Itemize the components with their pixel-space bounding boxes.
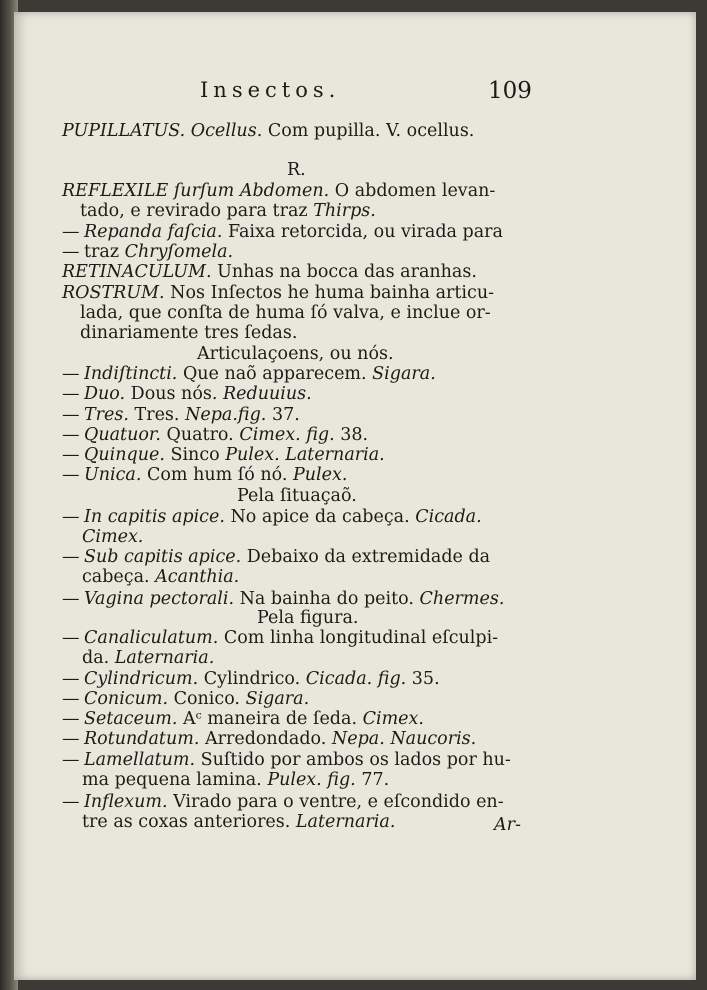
list-item-cont: cabeça. Acanthia. [82, 567, 240, 587]
list-item: — Indiſtincti. Que naõ apparecem. Sigara. [62, 364, 436, 384]
list-item: — Quinque. Sinco Pulex. Laternaria. [62, 445, 385, 465]
term: PUPILLATUS. Ocellus. [62, 121, 263, 141]
list-item: — Canaliculatum. Com linha longitudinal eſculpi- [62, 628, 499, 648]
list-item: — Duo. Dous nós. Reduuius. [62, 384, 312, 404]
list-item: — Cylindricum. Cylindrico. Cicada. fig. 35. [62, 669, 440, 689]
entry-rostrum-cont1: lada, que conſta de huma ſó valva, e inclue or- [80, 303, 491, 323]
list-item: — Rotundatum. Arredondado. Nepa. Naucoris. [62, 729, 477, 749]
catchword: Ar- [494, 815, 521, 835]
list-item: — Unica. Com hum ſó nó. Pulex. [62, 465, 348, 485]
list-item-cont: ma pequena lamina. Pulex. fig. 77. [82, 770, 390, 790]
entry-pupillatus [62, 121, 474, 141]
entry-rostrum-cont2: dinariamente tres ſedas. [80, 323, 298, 343]
list-item: — Vagina pectorali. Na bainha do peito. Chermes. [62, 589, 505, 609]
list-item-cont: da. Laternaria. [82, 648, 215, 668]
running-head: Insectos. [200, 78, 341, 102]
list-item: — Tres. Tres. Nepa.fig. 37. [62, 405, 300, 425]
list-item-cont: Cimex. [82, 527, 144, 547]
subheading-situacao: Pela ſituaçaõ. [237, 486, 357, 506]
subheading-figura: Pela figura. [257, 608, 359, 628]
definition: Com pupilla. V. ocellus. [267, 121, 475, 141]
page-number: 109 [488, 78, 532, 104]
entry-reflexile [62, 181, 495, 201]
list-item: — Setaceum. Aᶜ maneira de ſeda. Cimex. [62, 709, 424, 729]
list-item-cont: tre as coxas anteriores. Laternaria. [82, 812, 396, 832]
list-item: — Quatuor. Quatro. Cimex. fig. 38. [62, 425, 369, 445]
entry-rostrum: ROSTRUM. Nos Inſectos he huma bainha articu- [62, 283, 494, 303]
list-item: — Lamellatum. Suſtido por ambos os lados por hu- [62, 750, 511, 770]
list-item: — Conicum. Conico. Sigara. [62, 689, 310, 709]
entry-reflexile-cont: tado, e revirado para traz Thirps. [80, 201, 376, 221]
entry-retinaculum: RETINACULUM. Unhas na bocca das aranhas. [62, 262, 477, 282]
list-item: — In capitis apice. No apice da cabeça. Cicada. [62, 507, 482, 527]
term: REFLEXILE ſurſum Abdomen. [62, 181, 330, 201]
list-item: — Inflexum. Virado para o ventre, e eſcondido en- [62, 792, 504, 812]
definition: O abdomen levan- [334, 181, 496, 201]
section-letter: R. [287, 160, 306, 180]
dash-mark: — [62, 222, 80, 242]
entry-repanda-cont: — traz Chryſomela. [62, 242, 234, 262]
list-item: — Sub capitis apice. Debaixo da extremidade da [62, 547, 491, 567]
entry-repanda: — Repanda faſcia. Faixa retorcida, ou virada para [62, 222, 503, 242]
subheading-articulacoens: Articulaçoens, ou nós. [197, 344, 394, 364]
